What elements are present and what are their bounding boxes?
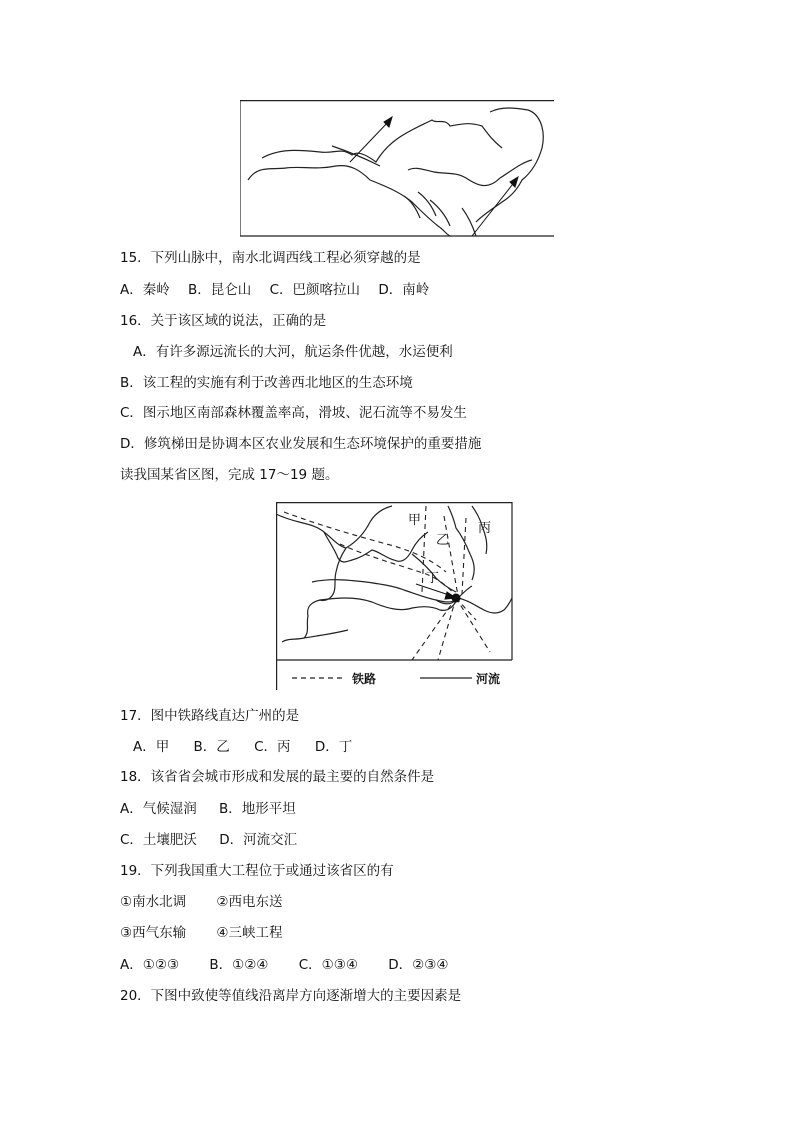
option-a: A．气候湿润 [120, 801, 197, 817]
question-16-option-a: A．有许多源远流长的大河，航运条件优越，水运便利 [133, 344, 453, 360]
question-16-option-c: C．图示地区南部森林覆盖率高，滑坡、泥石流等不易发生 [120, 405, 467, 421]
map-south-north-water-diversion [240, 100, 556, 237]
option-b: B．乙 [193, 739, 230, 755]
label-bing: 丙 [478, 521, 492, 536]
question-16-option-b: B．该工程的实施有利于改善西北地区的生态环境 [120, 375, 413, 391]
legend-railway: 铁路 [352, 672, 377, 686]
question-20-stem: 20．下图中致使等值线沿离岸方向逐渐增大的主要因素是 [120, 988, 462, 1004]
legend-river: 河流 [476, 672, 501, 686]
option-d: D．南岭 [378, 282, 430, 298]
question-19-options [120, 956, 448, 974]
question-18-options-row2 [120, 831, 297, 849]
option-a: A．秦岭 [120, 282, 170, 298]
option-c: C．①③④ [298, 957, 358, 973]
question-17-stem: 17．图中铁路线直达广州的是 [120, 708, 300, 724]
question-19-items-row1 [120, 893, 283, 911]
option-a: A．甲 [133, 739, 170, 755]
option-c: C．巴颜喀拉山 [269, 282, 361, 298]
option-d: D．河流交汇 [219, 832, 298, 848]
question-15-stem: 15．下列山脉中，南水北调西线工程必须穿越的是 [120, 250, 421, 266]
item-3: ③西气东输 [120, 925, 187, 941]
label-ding: 丁 [426, 571, 440, 586]
option-b: B．①②④ [209, 957, 269, 973]
province-map [276, 502, 514, 690]
question-18-options-row1 [120, 800, 296, 818]
option-b: B．地形平坦 [219, 801, 296, 817]
question-17-options [133, 738, 352, 756]
option-b: B．昆仑山 [188, 282, 252, 298]
section-intro-17-19: 读我国某省区图，完成 17～19 题。 [120, 467, 339, 483]
option-a: A．①②③ [120, 957, 180, 973]
label-yi: 乙 [436, 533, 450, 548]
question-19-stem: 19．下列我国重大工程位于或通过该省区的有 [120, 863, 394, 879]
item-1: ①南水北调 [120, 894, 187, 910]
item-2: ②西电东送 [216, 894, 283, 910]
question-16-stem: 16．关于该区域的说法，正确的是 [120, 313, 327, 329]
option-d: D．②③④ [388, 957, 449, 973]
question-16-option-d: D．修筑梯田是协调本区农业发展和生态环境保护的重要措施 [120, 436, 482, 452]
item-4: ④三峡工程 [216, 925, 283, 941]
question-19-items-row2 [120, 924, 283, 942]
question-18-stem: 18．该省省会城市形成和发展的最主要的自然条件是 [120, 769, 435, 785]
option-c: C．丙 [254, 739, 291, 755]
question-15-options [120, 281, 429, 299]
label-jia: 甲 [408, 513, 422, 528]
option-c: C．土壤肥沃 [120, 832, 197, 848]
option-d: D．丁 [314, 739, 353, 755]
